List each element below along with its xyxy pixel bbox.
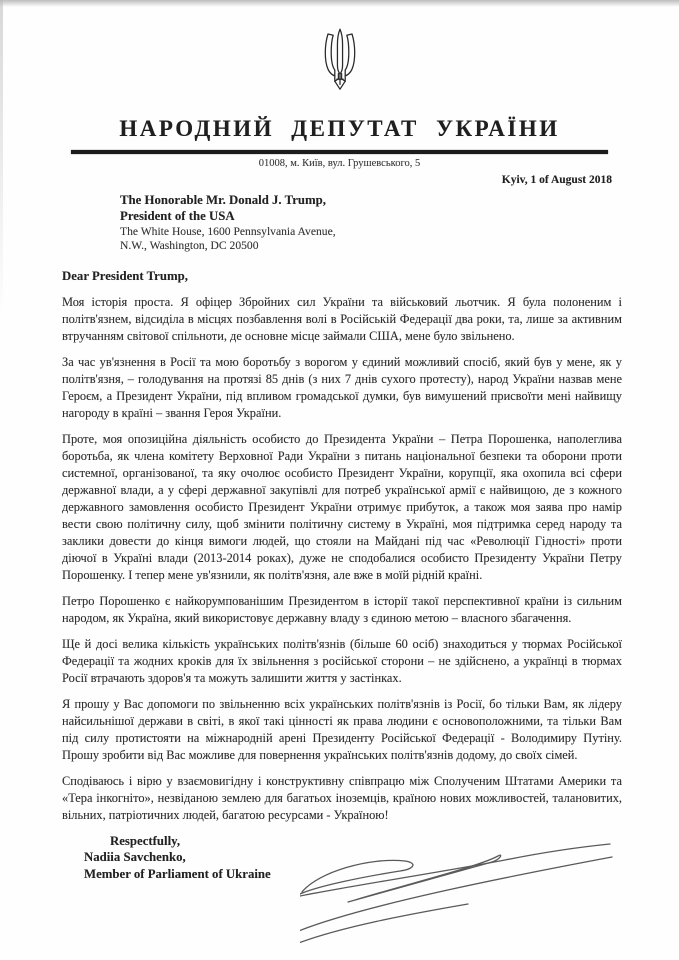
recipient-block (120, 193, 679, 253)
letter-paragraph: Проте, моя опозиційна діяльність особисто до Президента України – Петра Порошенка, наполеглива боротьба, як члена комітету Верховної Ради України з питань національної безпеки та оборони проти системної, організованої, та яку очолює особисто Президент України, корупції, яка охопила всі сфери державної влади, а у сфері державної закупівлі для потреб української армії є найвищою, де з кожного державного замовлення особисто Президент України отримує прибуток, а також моя заява про намір вести свою політичну силу, щоб змінити політичну систему в Україні, моя підтримка серед народу та заклики довести до кінця вимоги людей, що стояли на Майдані під час «Революції Гідності» проти діючої в Україні влади (2013-2014 роках), дуже не сподобалися особисто Президенту України Петру Порошенку. І тепер мене ув'язнили, як політв'язня, але вже в моїй рідній країні. (62, 431, 622, 582)
recipient-address-line2: N.W., Washington, DC 20500 (120, 238, 259, 252)
signature-role: Member of Parliament of Ukraine (84, 867, 271, 882)
letterhead-rule (71, 150, 608, 154)
letter-paragraph: Моя історія проста. Я офіцер Збройних сил України та військовий льотчик. Я була полоненим і політв'язнем, відсиділа в місцях позбавлення волі в Російській Федерації два роки, та, лише за активним втручанням світової спільноти, де основне місце займали США, мене було звільнено. (62, 294, 622, 343)
letter-paragraph: Ще й досі велика кількість українських політв'язнів (більше 60 осіб) знаходиться у тюрмах Російської Федерації та жодних кроків для їх звільнення з російської сторони – не здійснено, а українці в тюрмах Росії втрачають здоров'я та можуть залишити життя у застінках. (62, 636, 622, 685)
letter-body (62, 294, 622, 824)
scan-artifact-top (0, 0, 679, 7)
salutation: Dear President Trump, (62, 268, 188, 283)
recipient-title: President of the USA (120, 208, 235, 223)
scan-artifact-left (0, 0, 3, 320)
recipient-name: The Honorable Mr. Donald J. Trump, (120, 193, 326, 208)
letter-paragraph: Я прошу у Вас допомоги по звільненню всіх українських політв'язнів із Росії, бо тільки Вам, як лідеру найсильнішої держави в світі, в якої такі цінності як права людини є основоположними, та тільки Вам під силу протистояти на міжнародній арені Президенту Російської Федерації - Володимиру Путіну. Прошу зробити від Вас можливе для повернення українських політв'язнів додому, до своїх сімей. (62, 696, 622, 762)
letterhead-address: 01008, м. Київ, вул. Грушевського, 5 (258, 158, 421, 170)
signature-closing: Respectfully, (110, 833, 181, 848)
letter-paragraph: За час ув'язнення в Росії та мою боротьбу з ворогом у єдиний можливий спосіб, який був у мене, як у політв'язня, – голодування на протязі 85 днів (з них 7 днів сухого протесту), народ України назвав мене Героєм, а Президент України, під впливом громадської думки, був вимушений присвоїти мені найвищу нагороду в країні – звання Героя України. (62, 354, 622, 420)
letter-date: Kyiv, 1 of August 2018 (501, 174, 612, 187)
handwritten-signature-icon (300, 830, 679, 960)
letterhead-title: НАРОДНИЙ ДЕПУТАТ УКРАЇНИ (119, 116, 560, 141)
letterhead (0, 0, 679, 110)
letter-paragraph: Петро Порошенко є найкорумпованішим Президентом в історії такої перспективної країни із сильним народом, як Україна, який використовує державну владу з єдиною метою – власного збагачення. (62, 593, 622, 625)
recipient-address-line1: The White House, 1600 Pennsylvania Avenue, (120, 224, 336, 238)
letter-paragraph: Сподіваюсь і вірю у взаємовигідну і конструктивну співпрацю між Сполученим Штатами Америки та «Тера інкогніто», незвіданою землею для багатьох іноземців, країною нових можливостей, талановитих, вільних, патріотичних людей, багатою ресурсами - Україною! (62, 773, 622, 822)
signature-name: Nadiia Savchenko, (84, 850, 186, 865)
ukraine-trident-icon (316, 92, 364, 109)
